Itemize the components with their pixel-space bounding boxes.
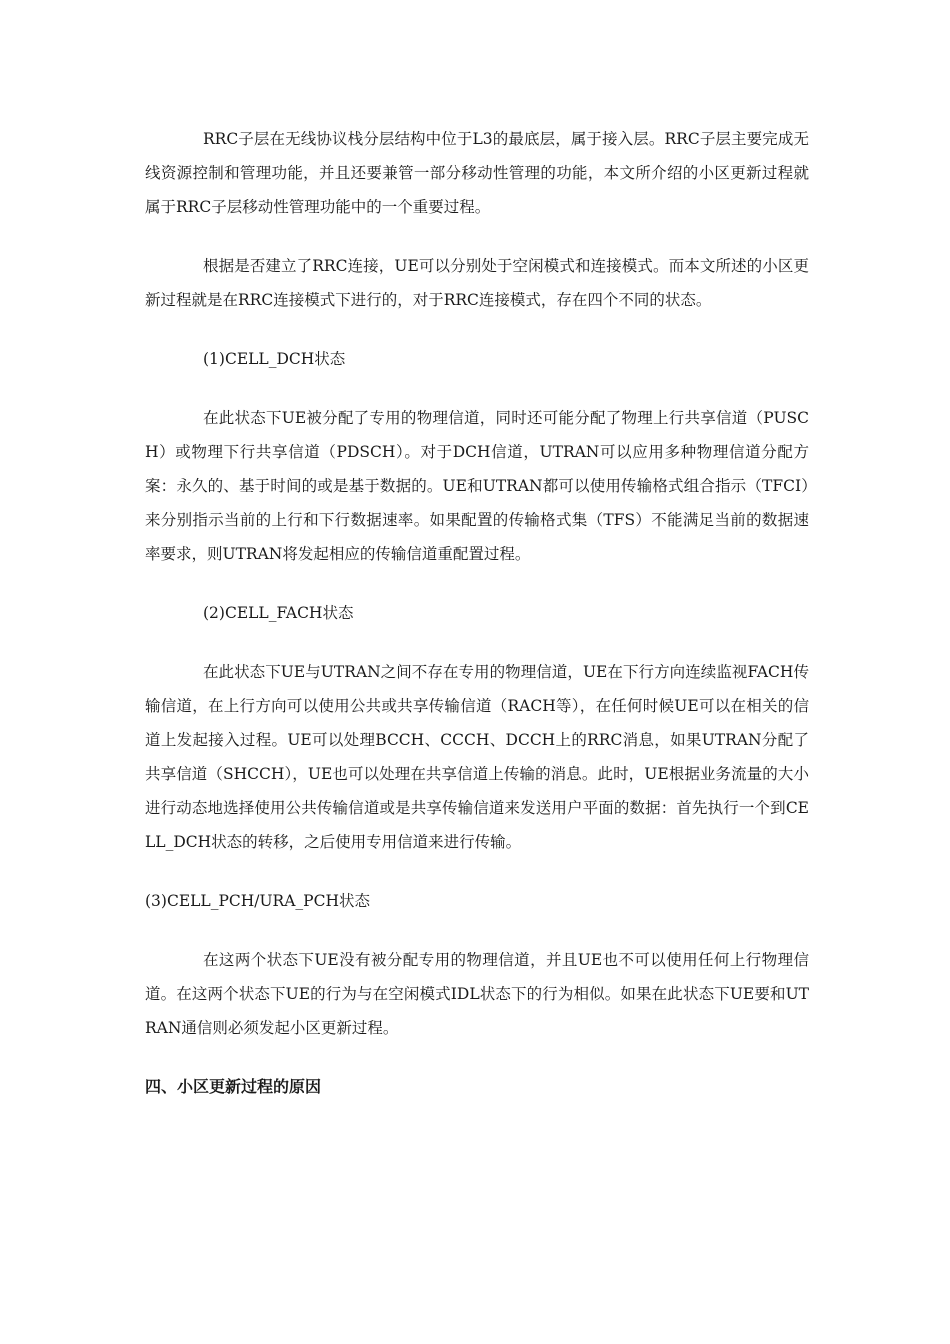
paragraph-gap xyxy=(145,376,809,401)
paragraph-rrc-intro: RRC子层在无线协议栈分层结构中位于L3的最底层，属于接入层。RRC子层主要完成无线资源控制和管理功能，并且还要兼管一部分移动性管理的功能，本文所介绍的小区更新过程就属于RRC子层移动性管理功能中的一个重要过程。 xyxy=(145,130,809,216)
document-body xyxy=(145,122,809,1104)
paragraph-cell-dch: 在此状态下UE被分配了专用的物理信道，同时还可能分配了物理上行共享信道（PUSCH）或物理下行共享信道（PDSCH）。对于DCH信道，UTRAN可以应用多种物理信道分配方案：永久的、基于时间的或是基于数据的。UE和UTRAN都可以使用传输格式组合指示（TFCI）来分别指示当前的上行和下行数据速率。如果配置的传输格式集（TFS）不能满足当前的数据速率要求，则UTRAN将发起相应的传输信道重配置过程。 xyxy=(145,409,809,563)
paragraph-gap xyxy=(145,224,809,249)
state-label-cell-dch: (1)CELL_DCH状态 xyxy=(203,350,346,368)
paragraph-gap xyxy=(145,630,809,655)
paragraph-gap xyxy=(145,317,809,342)
state-label-cell-fach: (2)CELL_FACH状态 xyxy=(203,604,354,622)
paragraph-cell-fach: 在此状态下UE与UTRAN之间不存在专用的物理信道，UE在下行方向连续监视FACH传输信道，在上行方向可以使用公共或共享传输信道（RACH等），在任何时候UE可以在相关的信道上发起接入过程。UE可以处理BCCH、CCCH、DCCH上的RRC消息，如果UTRAN分配了共享信道（SHCCH），UE也可以处理在共享信道上传输的消息。此时，UE根据业务流量的大小进行动态地选择使用公共传输信道或是共享传输信道来发送用户平面的数据：首先执行一个到CELL_DCH状态的转移，之后使用专用信道来进行传输。 xyxy=(145,663,809,851)
paragraph-gap xyxy=(145,918,809,943)
paragraph-gap xyxy=(145,571,809,596)
paragraph-rrc-modes: 根据是否建立了RRC连接，UE可以分别处于空闲模式和连接模式。而本文所述的小区更新过程就是在RRC连接模式下进行的，对于RRC连接模式，存在四个不同的状态。 xyxy=(145,257,809,309)
state-label-cell-pch: (3)CELL_PCH/URA_PCH状态 xyxy=(145,892,370,910)
paragraph-gap xyxy=(145,1045,809,1070)
paragraph-gap xyxy=(145,859,809,884)
paragraph-cell-pch: 在这两个状态下UE没有被分配专用的物理信道，并且UE也不可以使用任何上行物理信道。在这两个状态下UE的行为与在空闲模式IDL状态下的行为相似。如果在此状态下UE要和UTRAN通信则必须发起小区更新过程。 xyxy=(145,951,809,1037)
section-title: 四、小区更新过程的原因 xyxy=(145,1077,322,1096)
